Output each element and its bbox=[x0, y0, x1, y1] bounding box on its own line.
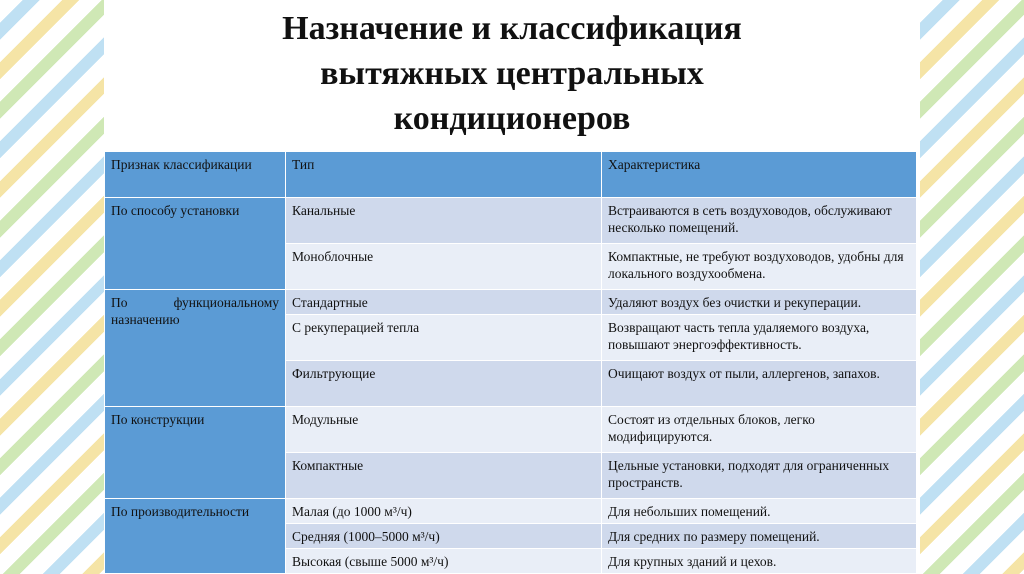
classification-table bbox=[104, 151, 917, 574]
description-cell: Для крупных зданий и цехов. bbox=[602, 549, 917, 574]
description-cell: Возвращают часть тепла удаляемого воздуха, повышают энергоэффективность. bbox=[602, 315, 917, 361]
header-cell: Тип bbox=[286, 152, 602, 198]
title-line: кондиционеров bbox=[393, 100, 631, 137]
slide bbox=[104, 0, 920, 574]
table-row bbox=[105, 499, 917, 524]
header-cell: Характеристика bbox=[602, 152, 917, 198]
description-cell: Компактные, не требуют воздуховодов, удобны для локального воздухообмена. bbox=[602, 244, 917, 290]
table-row bbox=[105, 407, 917, 453]
category-cell: По производительности bbox=[105, 499, 286, 574]
type-cell: С рекуперацией тепла bbox=[286, 315, 602, 361]
type-cell: Модульные bbox=[286, 407, 602, 453]
decorative-stripes-right bbox=[920, 0, 1024, 574]
slide-title bbox=[104, 6, 920, 141]
description-cell: Состоят из отдельных блоков, легко модифицируются. bbox=[602, 407, 917, 453]
title-line: вытяжных центральных bbox=[320, 55, 704, 92]
type-cell: Стандартные bbox=[286, 290, 602, 315]
description-cell: Удаляют воздух без очистки и рекуперации. bbox=[602, 290, 917, 315]
category-cell: По конструкции bbox=[105, 407, 286, 499]
decorative-stripes-left bbox=[0, 0, 104, 574]
type-cell: Средняя (1000–5000 м³/ч) bbox=[286, 524, 602, 549]
description-cell: Для средних по размеру помещений. bbox=[602, 524, 917, 549]
category-cell: По способу установки bbox=[105, 198, 286, 290]
table-header-row bbox=[105, 152, 917, 198]
type-cell: Канальные bbox=[286, 198, 602, 244]
type-cell: Малая (до 1000 м³/ч) bbox=[286, 499, 602, 524]
type-cell: Фильтрующие bbox=[286, 361, 602, 407]
type-cell: Компактные bbox=[286, 453, 602, 499]
header-cell: Признак классификации bbox=[105, 152, 286, 198]
description-cell: Для небольших помещений. bbox=[602, 499, 917, 524]
type-cell: Высокая (свыше 5000 м³/ч) bbox=[286, 549, 602, 574]
description-cell: Очищают воздух от пыли, аллергенов, запахов. bbox=[602, 361, 917, 407]
description-cell: Цельные установки, подходят для ограниченных пространств. bbox=[602, 453, 917, 499]
category-cell: По функциональному назначению bbox=[105, 290, 286, 407]
type-cell: Моноблочные bbox=[286, 244, 602, 290]
table-row bbox=[105, 290, 917, 315]
table-row bbox=[105, 198, 917, 244]
title-line: Назначение и классификация bbox=[282, 10, 742, 47]
description-cell: Встраиваются в сеть воздуховодов, обслуживают несколько помещений. bbox=[602, 198, 917, 244]
